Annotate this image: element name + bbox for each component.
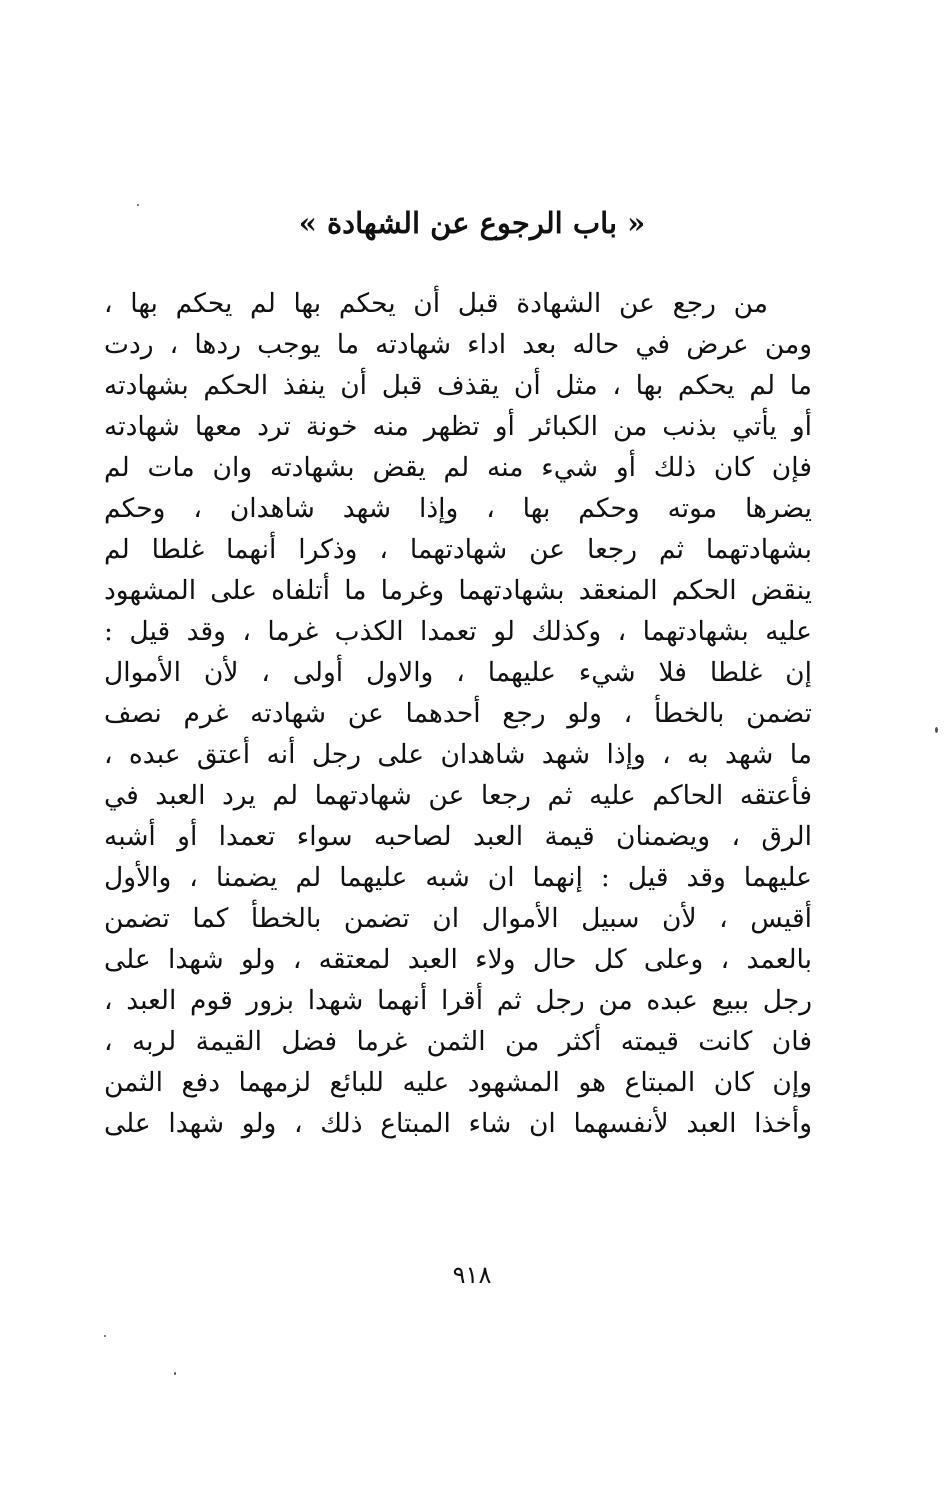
text-line: أو يأتي بذنب من الكبائر أو تظهر منه خونة ترد معها شهادته xyxy=(104,411,812,442)
scan-speck xyxy=(104,1335,106,1337)
body-paragraph xyxy=(104,283,812,1144)
text-line: ما لم يحكم بها ، مثل أن يقذف قبل أن ينفذ الحكم بشهادته xyxy=(104,370,812,401)
text-line: فان كانت قيمته أكثر من الثمن غرما فضل القيمة لربه ، xyxy=(104,1026,812,1057)
chapter-title: « باب الرجوع عن الشهادة » xyxy=(298,206,646,240)
text-line: عليه بشهادتهما ، وكذلك لو تعمدا الكذب غرما ، وقد قيل : xyxy=(104,616,812,647)
scan-speck xyxy=(137,204,139,206)
text-line: من رجع عن الشهادة قبل أن يحكم بها لم يحكم بها ، xyxy=(104,288,768,319)
text-line: وإن كان المبتاع هو المشهود عليه للبائع لزمهما دفع الثمن xyxy=(104,1067,812,1098)
text-line: يضرها موته وحكم بها ، وإذا شهد شاهدان ، وحكم xyxy=(104,493,812,524)
text-line: بالعمد ، وعلى كل حال ولاء العبد لمعتقه ، ولو شهدا على xyxy=(104,944,812,975)
text-line: وأخذا العبد لأنفسهما ان شاء المبتاع ذلك ، ولو شهدا على xyxy=(104,1108,812,1139)
text-line: أقيس ، لأن سبيل الأموال ان تضمن بالخطأ كما تضمن xyxy=(104,903,812,934)
text-line: تضمن بالخطأ ، ولو رجع أحدهما عن شهادته غرم نصف xyxy=(104,698,812,729)
text-line: رجل ببيع عبده من رجل ثم أقرا أنهما شهدا بزور قوم العبد ، xyxy=(104,985,812,1016)
scan-speck xyxy=(935,727,938,733)
text-line: الرق ، ويضمنان قيمة العبد لصاحبه سواء تعمدا أو أشبه xyxy=(104,821,812,852)
text-line: ما شهد به ، وإذا شهد شاهدان على رجل أنه أعتق عبده ، xyxy=(104,739,812,770)
text-line: عليهما وقد قيل : إنهما ان شبه عليهما لم يضمنا ، والأول xyxy=(104,862,812,893)
text-line: فأعتقه الحاكم عليه ثم رجعا عن شهادتهما لم يرد العبد في xyxy=(104,780,812,811)
text-line: ينقض الحكم المنعقد بشهادتهما وغرما ما أتلفاه على المشهود xyxy=(104,575,812,606)
scan-speck xyxy=(174,1372,176,1375)
page-number: ٩١٨ xyxy=(452,1261,492,1289)
text-line: بشهادتهما ثم رجعا عن شهادتهما ، وذكرا أنهما غلطا لم xyxy=(104,534,812,565)
text-line: فإن كان ذلك أو شيء منه لم يقض بشهادته وان مات لم xyxy=(104,452,812,483)
text-line: إن غلطا فلا شيء عليهما ، والاول أولى ، لأن الأموال xyxy=(104,657,812,688)
text-line: ومن عرض في حاله بعد اداء شهادته ما يوجب ردها ، ردت xyxy=(104,329,812,360)
